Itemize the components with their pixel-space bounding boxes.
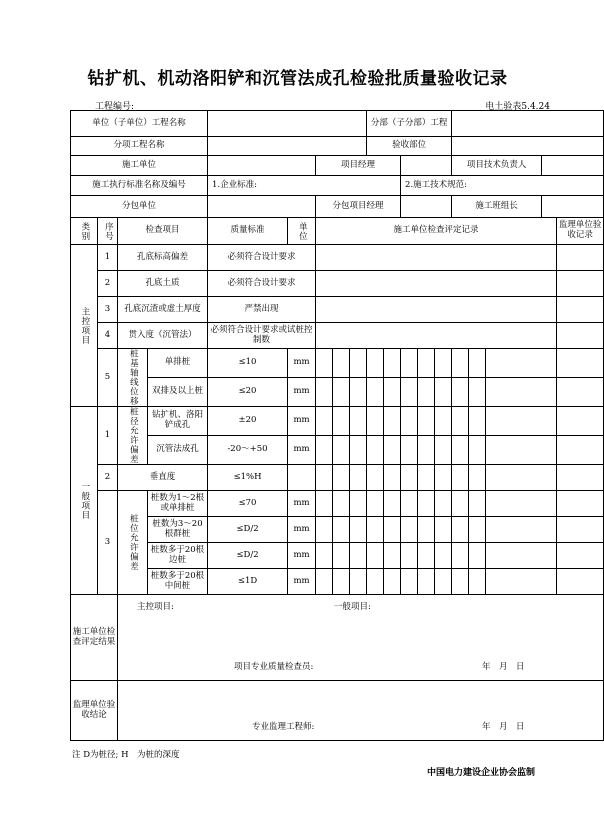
record-cell[interactable] (316, 378, 333, 407)
record-cell[interactable] (333, 491, 350, 517)
supervisor-engineer-label: 专业监理工程师: (252, 722, 315, 732)
item-standard: 必须符合设计要求 (208, 271, 316, 297)
construction-eval-label: 施工单位检查评定结果 (71, 595, 118, 681)
supervisor-cell[interactable] (557, 245, 604, 271)
item-name: 孔底沉渣或虚土厚度 (118, 297, 208, 323)
supervisor-cell[interactable] (557, 297, 604, 323)
item-unit: mm (288, 407, 316, 436)
supervisor-cell[interactable] (557, 465, 604, 491)
record-cell[interactable] (435, 517, 452, 543)
item-unit: mm (288, 569, 316, 595)
record-cell[interactable] (367, 378, 384, 407)
record-cell[interactable] (435, 465, 452, 491)
record-cell[interactable] (486, 491, 557, 517)
item-standard: -20～+50 (208, 436, 288, 465)
record-cell[interactable] (367, 569, 384, 595)
record-cell[interactable] (384, 517, 401, 543)
record-cell[interactable] (486, 378, 557, 407)
record-cell[interactable] (486, 349, 557, 378)
record-cell[interactable] (401, 543, 418, 569)
team-leader-label: 施工班组长 (452, 196, 542, 218)
item-unit: mm (288, 349, 316, 378)
record-cell[interactable] (367, 349, 384, 378)
sub-manager-label: 分包项目经理 (316, 196, 401, 218)
record-cell[interactable] (435, 569, 452, 595)
main-control-result-label: 主控项目: (137, 602, 174, 612)
record-cell[interactable] (333, 517, 350, 543)
record-cell[interactable] (469, 465, 486, 491)
subitem-value[interactable] (208, 137, 367, 156)
form-title: 钻扩机、机动洛阳铲和沉管法成孔检验批质量验收记录 (87, 69, 508, 89)
record-cell[interactable] (469, 491, 486, 517)
col-category: 类别 (71, 218, 98, 245)
record-cell[interactable] (401, 517, 418, 543)
record-cell[interactable] (401, 407, 418, 436)
record-cell[interactable] (418, 517, 435, 543)
record-cell[interactable] (316, 436, 333, 465)
construction-unit-label: 施工单位 (71, 156, 208, 176)
col-no: 序号 (98, 218, 118, 245)
record-cell[interactable] (469, 517, 486, 543)
supervisor-eval-label: 监理单位验收结论 (71, 681, 118, 741)
record-cell[interactable] (435, 378, 452, 407)
record-cell[interactable] (401, 569, 418, 595)
project-manager-label: 项目经理 (316, 156, 401, 176)
record-cell[interactable] (435, 407, 452, 436)
record-cell[interactable] (316, 271, 557, 297)
record-cell[interactable] (486, 465, 557, 491)
record-cell[interactable] (486, 569, 557, 595)
item-standard: ≤20 (208, 378, 288, 407)
item-sub: 桩数为3～20根群桩 (148, 517, 208, 543)
record-cell[interactable] (333, 436, 350, 465)
record-cell[interactable] (350, 569, 367, 595)
record-cell[interactable] (452, 517, 469, 543)
record-cell[interactable] (316, 349, 333, 378)
record-cell[interactable] (316, 407, 333, 436)
general-label: 一般项目 (71, 407, 98, 595)
quality-inspector-label: 项目专业质量检查员: (234, 662, 314, 672)
supervisor-cell[interactable] (557, 491, 604, 517)
item-sub: 沉管法成孔 (148, 436, 208, 465)
item-name: 孔底标高偏差 (118, 245, 208, 271)
item-name: 垂直度 (118, 465, 208, 491)
supervisor-cell[interactable] (557, 436, 604, 465)
record-cell[interactable] (452, 543, 469, 569)
record-cell[interactable] (401, 378, 418, 407)
supervisor-cell[interactable] (557, 569, 604, 595)
record-cell[interactable] (333, 407, 350, 436)
col-supervisor: 监理单位验收记录 (557, 218, 604, 245)
record-cell[interactable] (452, 491, 469, 517)
record-cell[interactable] (350, 517, 367, 543)
record-cell[interactable] (401, 349, 418, 378)
record-cell[interactable] (452, 465, 469, 491)
record-cell[interactable] (469, 378, 486, 407)
record-cell[interactable] (384, 569, 401, 595)
exec-standard-label: 施工执行标准名称及编号 (71, 176, 208, 196)
footer-issuer: 中国电力建设企业协会监制 (426, 768, 535, 778)
record-cell[interactable] (384, 349, 401, 378)
supervisor-cell[interactable] (557, 323, 604, 349)
record-cell[interactable] (435, 349, 452, 378)
unit-value[interactable] (208, 111, 367, 137)
record-cell[interactable] (418, 436, 435, 465)
item-group: 桩径允许偏差 (118, 407, 148, 465)
item-standard: ±20 (208, 407, 288, 436)
record-cell[interactable] (367, 517, 384, 543)
item-sub: 桩数多于20根边桩 (148, 543, 208, 569)
item-no: 1 (98, 245, 118, 271)
supervisor-cell[interactable] (557, 407, 604, 436)
sub-unit-label: 分包单位 (71, 196, 208, 218)
record-cell[interactable] (350, 407, 367, 436)
record-cell[interactable] (486, 436, 557, 465)
item-sub: 钻扩机、洛阳铲成孔 (148, 407, 208, 436)
record-cell[interactable] (418, 569, 435, 595)
item-group: 桩位允许偏差 (118, 491, 148, 595)
record-cell[interactable] (350, 378, 367, 407)
item-sub: 双排及以上桩 (148, 378, 208, 407)
item-no: 3 (98, 491, 118, 595)
inspection-form-table (70, 110, 604, 741)
record-cell[interactable] (333, 349, 350, 378)
record-cell[interactable] (418, 407, 435, 436)
tech-manager-label: 项目技术负责人 (452, 156, 542, 176)
item-standard: ≤1%H (208, 465, 288, 491)
record-cell[interactable] (333, 569, 350, 595)
item-no: 4 (98, 323, 118, 349)
supervisor-cell[interactable] (557, 349, 604, 378)
record-cell[interactable] (452, 569, 469, 595)
record-cell[interactable] (401, 465, 418, 491)
footnote: 注 D为桩径; H 为桩的深度 (72, 750, 180, 760)
record-cell[interactable] (350, 436, 367, 465)
record-cell[interactable] (435, 436, 452, 465)
record-cell[interactable] (384, 491, 401, 517)
record-cell[interactable] (469, 569, 486, 595)
record-cell[interactable] (350, 349, 367, 378)
form-code: 电土验表5.4.24 (485, 102, 550, 112)
record-cell[interactable] (418, 378, 435, 407)
item-group: 桩基轴线位移 (118, 349, 148, 407)
item-standard: 严禁出现 (208, 297, 316, 323)
record-cell[interactable] (435, 543, 452, 569)
item-standard: ≤D/2 (208, 543, 288, 569)
record-cell[interactable] (401, 491, 418, 517)
record-cell[interactable] (384, 436, 401, 465)
record-cell[interactable] (452, 436, 469, 465)
subunit-value[interactable] (452, 111, 604, 137)
record-cell[interactable] (486, 517, 557, 543)
item-unit: mm (288, 436, 316, 465)
record-cell[interactable] (316, 323, 557, 349)
acceptance-part-value[interactable] (452, 137, 604, 156)
record-cell[interactable] (469, 349, 486, 378)
item-name: 贯入度（沉管法） (118, 323, 208, 349)
record-cell[interactable] (469, 436, 486, 465)
item-unit (288, 465, 316, 491)
item-standard: 必须符合设计要求 (208, 245, 316, 271)
record-cell[interactable] (316, 491, 333, 517)
project-manager-value[interactable] (401, 156, 452, 176)
record-cell[interactable] (435, 491, 452, 517)
supervisor-date: 年 月 日 (482, 722, 525, 732)
construction-eval-area[interactable] (118, 595, 604, 681)
record-cell[interactable] (418, 349, 435, 378)
item-standard: 必须符合设计要求或试桩控制数 (208, 323, 316, 349)
record-cell[interactable] (418, 465, 435, 491)
record-cell[interactable] (452, 349, 469, 378)
supervisor-cell[interactable] (557, 378, 604, 407)
record-cell[interactable] (418, 491, 435, 517)
supervisor-eval-area[interactable] (118, 681, 604, 741)
record-cell[interactable] (316, 245, 557, 271)
supervisor-cell[interactable] (557, 271, 604, 297)
record-cell[interactable] (367, 491, 384, 517)
item-unit: mm (288, 491, 316, 517)
supervisor-cell[interactable] (557, 543, 604, 569)
construction-date: 年 月 日 (482, 662, 525, 672)
team-leader-value[interactable] (542, 196, 604, 218)
item-standard: ≤1D (208, 569, 288, 595)
record-cell[interactable] (367, 465, 384, 491)
record-cell[interactable] (350, 491, 367, 517)
record-cell[interactable] (316, 517, 333, 543)
unit-label: 单位（子单位）工程名称 (71, 111, 208, 137)
main-control-label: 主控项目 (71, 245, 98, 407)
item-no: 5 (98, 349, 118, 407)
construction-unit-value[interactable] (208, 156, 316, 176)
item-name: 孔底土质 (118, 271, 208, 297)
record-cell[interactable] (384, 465, 401, 491)
record-cell[interactable] (367, 407, 384, 436)
item-unit: mm (288, 378, 316, 407)
record-cell[interactable] (384, 378, 401, 407)
item-unit: mm (288, 517, 316, 543)
general-result-label: 一般项目: (334, 602, 371, 612)
col-unit: 单位 (288, 218, 316, 245)
record-cell[interactable] (469, 543, 486, 569)
supervisor-cell[interactable] (557, 517, 604, 543)
record-cell[interactable] (486, 543, 557, 569)
record-cell[interactable] (367, 543, 384, 569)
record-cell[interactable] (316, 543, 333, 569)
item-sub: 单排桩 (148, 349, 208, 378)
record-cell[interactable] (469, 407, 486, 436)
record-cell[interactable] (452, 378, 469, 407)
record-cell[interactable] (486, 407, 557, 436)
sub-unit-value[interactable] (208, 196, 316, 218)
sub-manager-value[interactable] (401, 196, 452, 218)
record-cell[interactable] (333, 543, 350, 569)
record-cell[interactable] (316, 465, 333, 491)
item-no: 2 (98, 271, 118, 297)
record-cell[interactable] (418, 543, 435, 569)
col-record: 施工单位检查评定记录 (316, 218, 557, 245)
tech-manager-value[interactable] (542, 156, 604, 176)
record-cell[interactable] (333, 378, 350, 407)
item-standard: ≤D/2 (208, 517, 288, 543)
record-cell[interactable] (316, 297, 557, 323)
item-no: 1 (98, 407, 118, 465)
record-cell[interactable] (452, 407, 469, 436)
acceptance-part-label: 验收部位 (367, 137, 452, 156)
tech-spec-label: 2.施工技术规范: (401, 176, 604, 196)
record-cell[interactable] (384, 543, 401, 569)
record-cell[interactable] (333, 465, 350, 491)
record-cell[interactable] (367, 436, 384, 465)
record-cell[interactable] (350, 465, 367, 491)
subitem-label: 分项工程名称 (71, 137, 208, 156)
item-sub: 桩数为1～2根或单排桩 (148, 491, 208, 517)
col-standard: 质量标准 (208, 218, 288, 245)
record-cell[interactable] (401, 436, 418, 465)
record-cell[interactable] (350, 543, 367, 569)
item-unit: mm (288, 543, 316, 569)
project-no-label: 工程编号: (95, 102, 135, 112)
item-standard: ≤70 (208, 491, 288, 517)
item-standard: ≤10 (208, 349, 288, 378)
col-item: 检查项目 (118, 218, 208, 245)
record-cell[interactable] (384, 407, 401, 436)
record-cell[interactable] (316, 569, 333, 595)
subunit-label: 分部（子分部）工程 (367, 111, 452, 137)
item-no: 3 (98, 297, 118, 323)
item-no: 2 (98, 465, 118, 491)
enterprise-standard-label: 1.企业标准: (208, 176, 401, 196)
item-sub: 桩数多于20根中间桩 (148, 569, 208, 595)
